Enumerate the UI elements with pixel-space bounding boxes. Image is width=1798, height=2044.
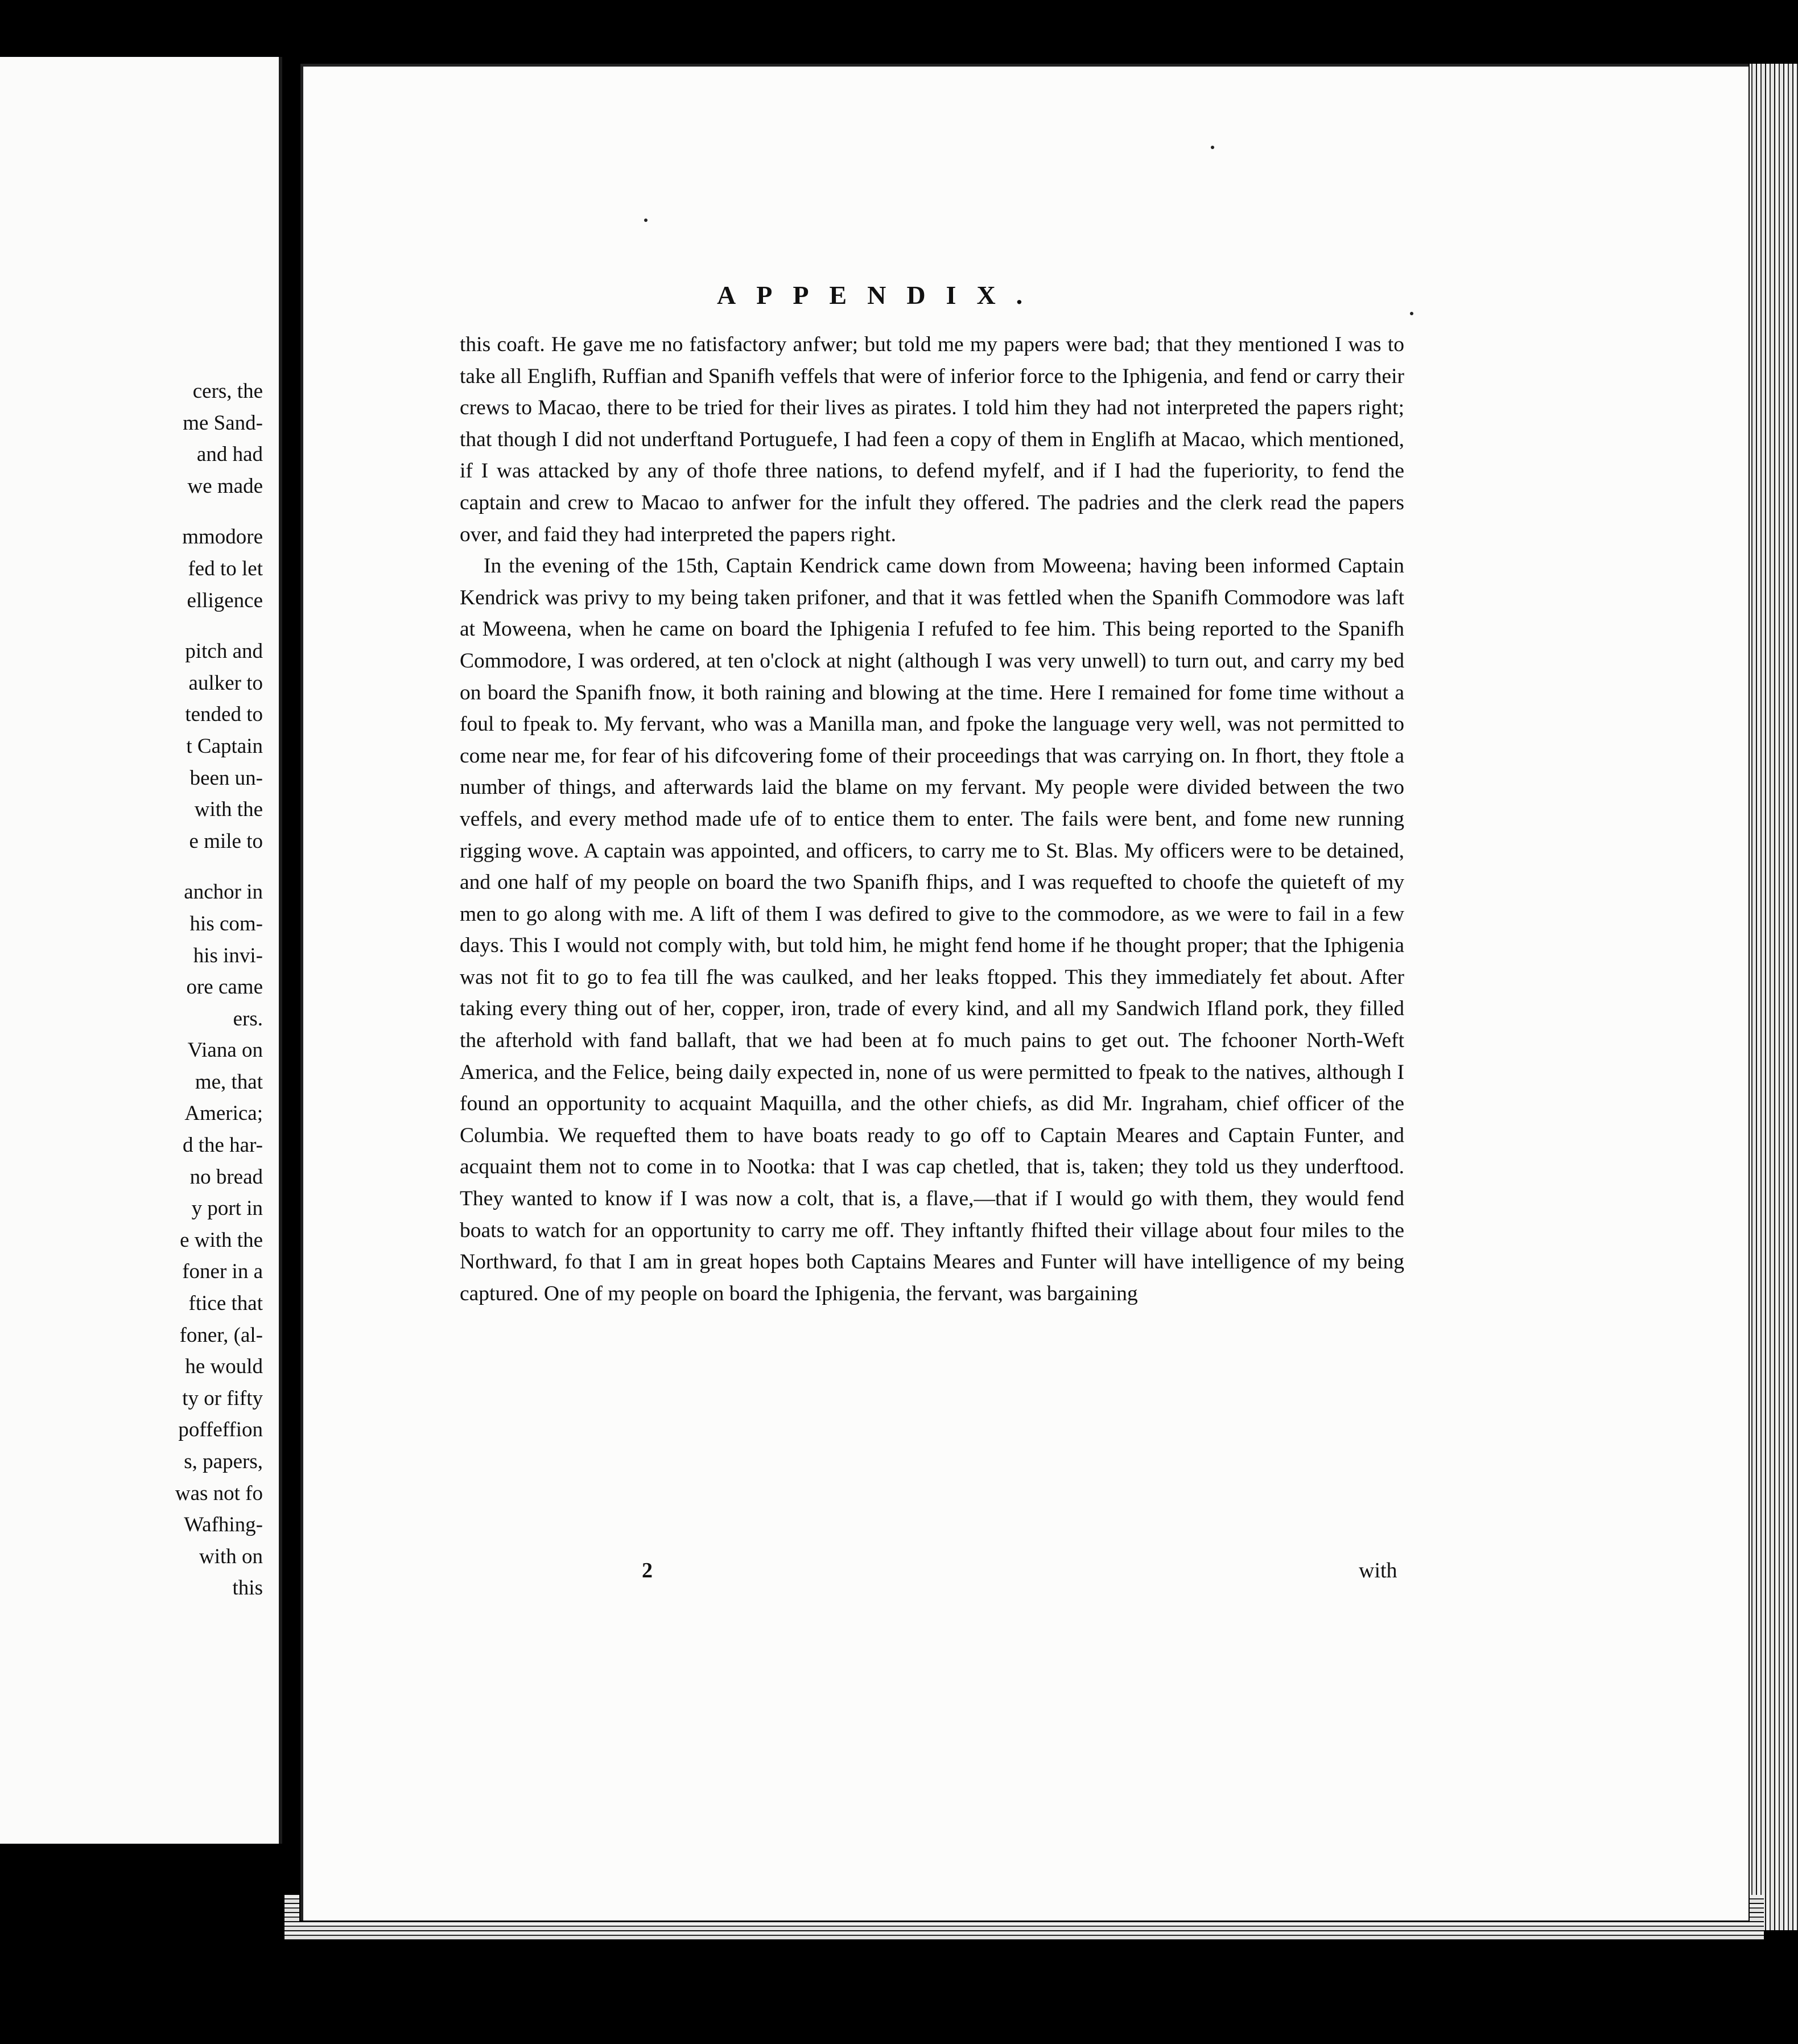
fragment-line: was not fo — [175, 1481, 263, 1505]
catchword: with — [1359, 1559, 1397, 1583]
fragment-line: Viana on — [187, 1039, 263, 1062]
ink-speck — [644, 219, 648, 222]
fragment-line: poffeffion — [178, 1418, 263, 1442]
fragment-line: this — [232, 1576, 263, 1600]
fragment-line: t Captain — [186, 734, 263, 758]
fragment-line: with the — [194, 798, 263, 822]
fragment-line: Wafhing- — [184, 1513, 263, 1537]
fragment-line: with on — [199, 1544, 263, 1568]
fragment-line: me, that — [195, 1070, 263, 1094]
fragment-line: anchor in — [184, 880, 263, 904]
fragment-line: ty or fifty — [182, 1386, 263, 1410]
signature-mark: 2 — [642, 1559, 653, 1583]
fragment-line: and had — [196, 443, 263, 467]
fragment-line: y port in — [191, 1197, 263, 1221]
fragment-line: s, papers, — [184, 1450, 263, 1473]
fragment-line: foner in a — [182, 1260, 263, 1284]
paragraph: In the evening of the 15th, Captain Kendrick came down from Moweena; having been informed Captain Kendrick was privy to my being taken prifoner, and that it was fettled when the Spanifh Commodore was laft at Moweena, when he came on board the Iphigenia I refufed to fee him. This being reported to the Spanifh Commodore, I was ordered, at ten o'clock at night (although I was very unwell) to turn out, and carry my bed on board the Spanifh fnow, it both raining and blowing at the time. Here I remained for fome time without a foul to fpeak to. My fervant, who was a Manilla man, and fpoke the language very well, was not permitted to come near me, for fear of his difcovering fome of their proceedings that was carrying on. In fhort, they ftole a number of things, and afterwards laid the blame on my fervant. My people were divided between the two veffels, and every method made ufe of to entice them to enter. The fails were bent, and fome new running rigging wove. A captain was appointed, and officers, to carry me to St. Blas. My officers were to be detained, and one half of my people on board the two Spanifh fhips, and I was requefted to choofe the quieteft of my men to go along with me. A lift of them I was defired to give to the commodore, as we were to fail in a few days. This I would not comply with, but told him, he might fend home if he thought proper; that the Iphigenia was not fit to go to fea till fhe was caulked, and her leaks ftopped. This they immediately fet about. After taking every thing out of her, copper, iron, trade of every kind, and all my Sandwich Ifland pork, they filled the afterhold with fand ballaft, that we had been at fo much pains to get out. The fchooner North-Weft America, and the Felice, being daily expected in, none of us were permitted to fpeak to the natives, although I found an opportunity to acquaint Maquilla, and the other chiefs, as did Mr. Ingraham, chief officer of the Columbia. We requefted them to have boats ready to go off to Captain Meares and Captain Funter, and acquaint them not to come in to Nootka: that I was cap chetled, that is, taken; they told us they underftood. They wanted to know if I was now a colt, that is, a flave,—that if I would go with them, they would fend boats to watch for an opportunity to carry me off. They inftantly fhifted their village about four miles to the Northward, fo that I am in great hopes both Captains Meares and Funter will have intelligence of my being captured. One of my people on board the Iphigenia, the fervant, was bargaining — [460, 554, 1404, 1305]
fragment-line: fed to let — [188, 557, 263, 580]
fragment-line: no bread — [189, 1165, 263, 1189]
fragment-line: tended to — [185, 703, 263, 727]
fragment-line: we made — [187, 474, 263, 498]
fragment-line: mmodore — [182, 525, 263, 549]
fragment-line: aulker to — [188, 671, 263, 695]
fragment-line: d the har- — [182, 1134, 263, 1157]
running-head: APPENDIX. — [717, 281, 1044, 310]
body-text — [460, 329, 1404, 1309]
fragment-line: America; — [184, 1102, 263, 1126]
fragment-line: ers. — [233, 1007, 263, 1031]
fragment-line: pitch and — [185, 640, 263, 664]
fragment-line: his invi- — [193, 943, 263, 967]
paragraph-gap — [0, 502, 263, 521]
paragraph: this coaft. He gave me no fatisfactory anfwer; but told me my papers were bad; that they mentioned I was to take all Englifh, Ruffian and Spanifh veffels that were of inferior force to the Iphigenia, and fend or carry their crews to Macao, there to be tried for their lives as pirates. I told him they had not interpreted the papers right; that though I did not underftand Portuguefe, I had feen a copy of them in Englifh at Macao, which mentioned, if I was attacked by any of thofe three nations, to defend myfelf, and if I had the fuperiority, to fend the captain and crew to Macao to anfwer for the infult they offered. The padries and the clerk read the papers over, and faid they had interpreted the papers right. — [460, 333, 1404, 546]
fragment-line: e with the — [180, 1228, 263, 1252]
fragment-line: e mile to — [189, 829, 263, 853]
paragraph-gap — [0, 616, 263, 636]
fragment-line: been un- — [189, 766, 263, 790]
fragment-line: he would — [185, 1355, 263, 1379]
fragment-line: cers, the — [192, 380, 263, 403]
ink-speck — [1211, 146, 1214, 149]
paragraph-gap — [0, 857, 263, 876]
previous-page-fragment — [0, 57, 282, 1844]
fragment-line: foner, (al- — [179, 1323, 263, 1347]
fragment-line: ore came — [186, 975, 263, 999]
fragment-line: elligence — [187, 588, 263, 612]
ink-speck — [1410, 312, 1413, 315]
fragment-line: me Sand- — [183, 411, 263, 435]
previous-page-text — [0, 376, 263, 1604]
fragment-line: ftice that — [188, 1292, 263, 1316]
fragment-line: his com- — [189, 912, 263, 936]
